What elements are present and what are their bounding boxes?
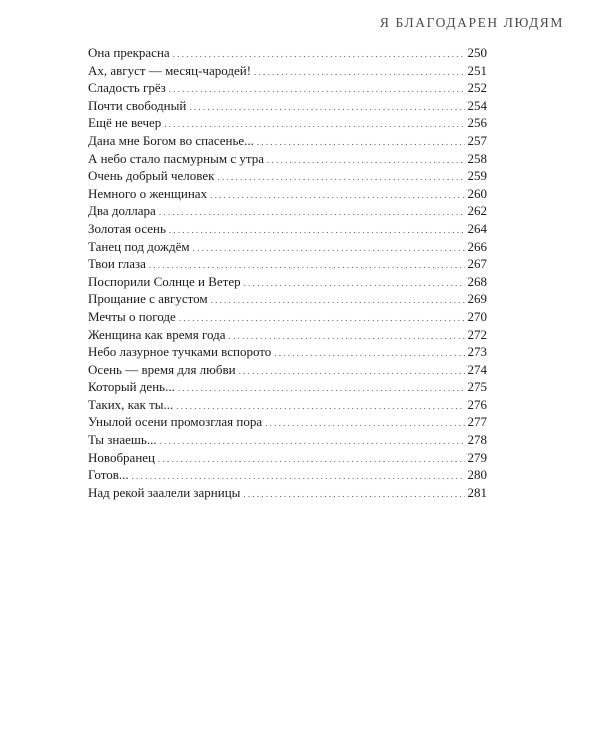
dot-leader: [244, 275, 465, 293]
toc-entry-title: Женщина как время года: [88, 326, 226, 342]
toc-entry-page: 264: [467, 220, 487, 236]
toc-entry-title: Почти свободный: [88, 97, 187, 113]
toc-entry-page: 270: [467, 308, 487, 324]
toc-entry-page: 269: [467, 291, 487, 307]
dot-leader: [189, 99, 464, 117]
dot-leader: [257, 134, 465, 152]
toc-entry-title: Ты знаешь...: [88, 432, 157, 448]
toc-entry: [88, 361, 487, 379]
toc-entry-title: Дана мне Богом во спасенье...: [88, 132, 254, 148]
toc-entry-page: 258: [467, 150, 487, 166]
toc-entry-page: 275: [467, 379, 487, 395]
toc-entry: [88, 326, 487, 344]
toc-entry-page: 274: [467, 361, 487, 377]
toc-entry-title: Прощание с августом: [88, 291, 208, 307]
toc-entry-page: 272: [467, 326, 487, 342]
toc-entry: [88, 97, 487, 115]
toc-entry-title: Новобранец: [88, 449, 156, 465]
toc-entry-page: 276: [467, 396, 487, 412]
toc-entry-title: Поспорили Солнце и Ветер: [88, 273, 241, 289]
toc-entry-title: Небо лазурное тучками вспорото: [88, 344, 272, 360]
toc-entry: [88, 202, 487, 220]
toc-entry: [88, 466, 487, 484]
dot-leader: [217, 169, 464, 187]
toc-entry-page: 260: [467, 185, 487, 201]
toc-entry-title: Золотая осень: [88, 220, 166, 236]
toc-entry-page: 278: [467, 432, 487, 448]
toc-entry-page: 252: [467, 80, 487, 96]
toc-entry-page: 279: [467, 449, 487, 465]
toc-entry-title: Осень — время для любви: [88, 361, 236, 377]
toc-entry: [88, 44, 487, 62]
toc-entry-page: 280: [467, 467, 487, 483]
dot-leader: [178, 380, 465, 398]
toc-entry: [88, 308, 487, 326]
toc-entry: [88, 290, 487, 308]
toc-entry: [88, 413, 487, 431]
toc-entry-page: 267: [467, 256, 487, 272]
toc-entry-title: Танец под дождём: [88, 238, 190, 254]
toc-entry: [88, 132, 487, 150]
running-header: Я БЛАГОДАРЕН ЛЮДЯМ: [379, 15, 564, 30]
toc-entry-title: Унылой осени промозглая пора: [88, 414, 263, 430]
toc-entry-title: Который день...: [88, 379, 175, 395]
toc-entry-page: 281: [467, 484, 487, 500]
dot-leader: [239, 363, 465, 381]
toc-entry: [88, 484, 487, 502]
toc-entry-title: А небо стало пасмурным с утра: [88, 150, 264, 166]
toc-entry-title: Немного о женщинах: [88, 185, 208, 201]
toc-entry-title: Таких, как ты...: [88, 396, 174, 412]
dot-leader: [193, 240, 465, 258]
toc-entry: [88, 378, 487, 396]
toc-entry-page: 251: [467, 62, 487, 78]
toc-entry-page: 273: [467, 344, 487, 360]
dot-leader: [169, 222, 465, 240]
dot-leader: [210, 187, 464, 205]
toc-entry-page: 254: [467, 97, 487, 113]
toc-entry: [88, 396, 487, 414]
dot-leader: [254, 64, 464, 82]
toc-entry-page: 277: [467, 414, 487, 430]
dot-leader: [243, 486, 464, 504]
dot-leader: [158, 451, 464, 469]
toc-entry-title: Готов...: [88, 467, 129, 483]
toc-entry-title: Твои глаза: [88, 256, 146, 272]
table-of-contents: [88, 44, 487, 501]
toc-entry: [88, 220, 487, 238]
toc-entry-title: Очень добрый человек: [88, 168, 215, 184]
dot-leader: [160, 433, 465, 451]
toc-entry: [88, 449, 487, 467]
dot-leader: [211, 292, 465, 310]
toc-entry: [88, 238, 487, 256]
toc-entry: [88, 114, 487, 132]
toc-entry: [88, 431, 487, 449]
dot-leader: [265, 415, 464, 433]
toc-entry-page: 262: [467, 203, 487, 219]
toc-entry-title: Над рекой заалели зарницы: [88, 484, 241, 500]
toc-entry: [88, 79, 487, 97]
toc-entry-page: 250: [467, 45, 487, 60]
toc-entry-title: Сладость грёз: [88, 80, 166, 96]
toc-entry: [88, 273, 487, 291]
toc-entry-title: Ах, август — месяц-чародей!: [88, 62, 252, 78]
toc-entry: [88, 343, 487, 361]
dot-leader: [274, 345, 464, 363]
toc-entry-page: 257: [467, 132, 487, 148]
toc-entry: [88, 167, 487, 185]
toc-entry-page: 256: [467, 115, 487, 131]
toc-entry-title: Она прекрасна: [88, 45, 170, 60]
toc-entry: [88, 150, 487, 168]
toc-entry-page: 268: [467, 273, 487, 289]
toc-entry-title: Два доллара: [88, 203, 156, 219]
toc-entry-title: Ещё не вечер: [88, 115, 162, 131]
dot-leader: [169, 81, 465, 99]
toc-entry-page: 266: [467, 238, 487, 254]
toc-entry-title: Мечты о погоде: [88, 308, 176, 324]
toc-entry: [88, 185, 487, 203]
toc-entry: [88, 255, 487, 273]
toc-entry-page: 259: [467, 168, 487, 184]
dot-leader: [267, 152, 465, 170]
dot-leader: [159, 204, 465, 222]
toc-entry: [88, 62, 487, 80]
